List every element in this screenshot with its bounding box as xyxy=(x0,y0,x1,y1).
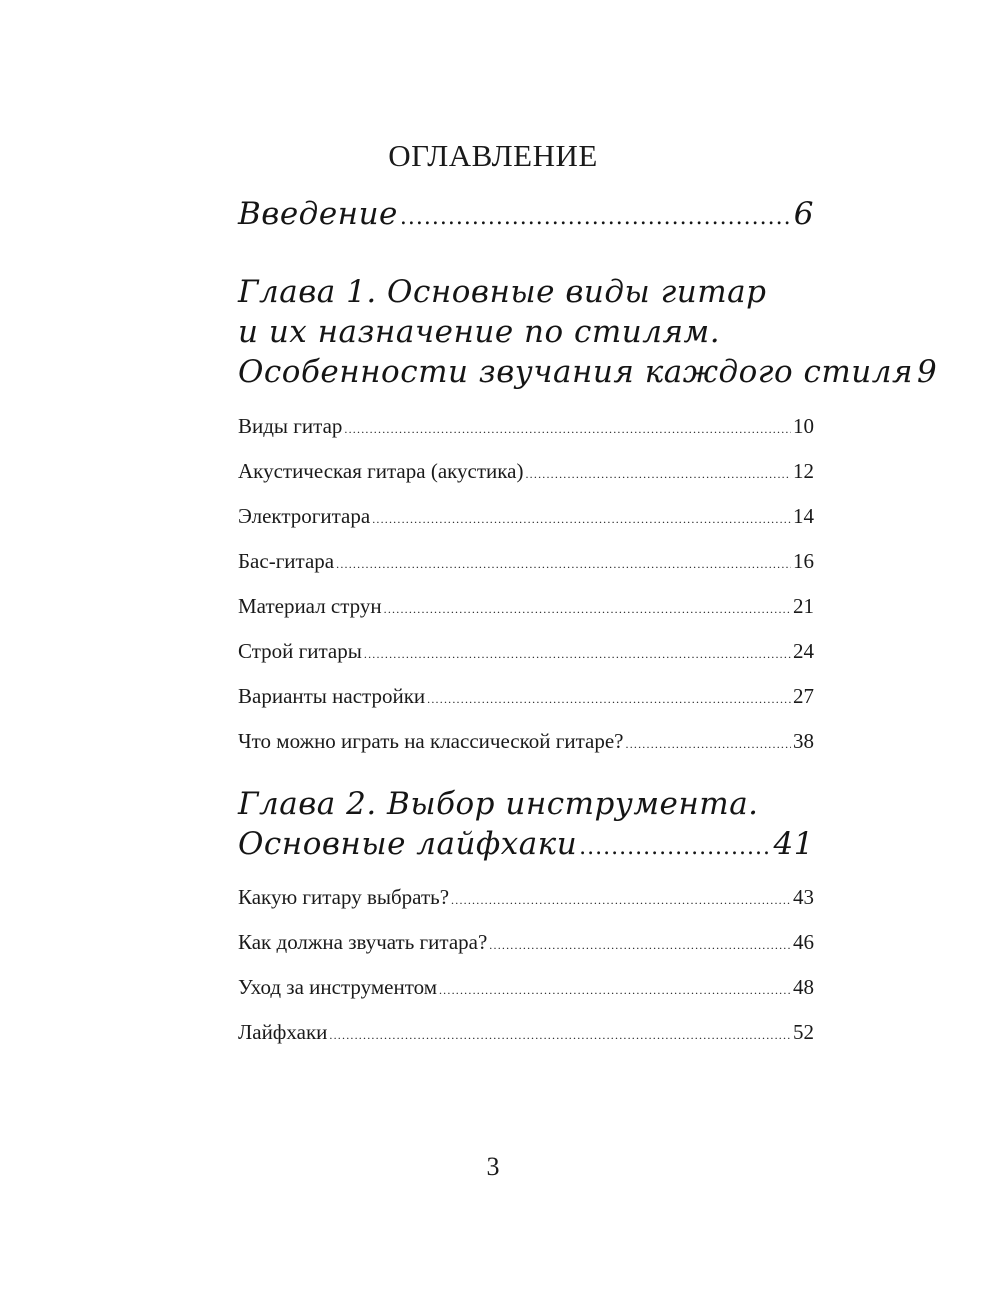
toc-entry-page: 10 xyxy=(793,414,814,438)
toc-entry-label: Лайфхаки xyxy=(238,1020,328,1044)
toc-chapter-1-line-1[interactable]: Глава 1. Основные виды гитар xyxy=(238,274,767,310)
toc-chapter-1-line-3[interactable] xyxy=(238,354,938,390)
toc-entry-page: 16 xyxy=(793,549,814,573)
toc-entry-page: 52 xyxy=(793,1020,814,1044)
toc-section-1-6[interactable] xyxy=(238,639,814,664)
toc-section-1-5[interactable] xyxy=(238,594,814,619)
dot-leader xyxy=(427,692,791,707)
toc-entry-introduction[interactable] xyxy=(238,196,814,232)
toc-entry-label: Строй гитары xyxy=(238,639,362,663)
dot-leader xyxy=(364,647,791,662)
dot-leader xyxy=(579,835,771,860)
toc-entry-page: 6 xyxy=(793,196,814,232)
toc-entry-label: Бас-гитара xyxy=(238,549,335,573)
toc-chapter-2-line-2[interactable] xyxy=(238,826,814,862)
dot-leader xyxy=(439,983,791,998)
toc-entry-page: 12 xyxy=(793,459,814,483)
toc-entry-label: Материал струн xyxy=(238,594,382,618)
dot-leader xyxy=(626,737,792,752)
toc-section-1-1[interactable] xyxy=(238,414,814,439)
toc-section-1-8[interactable] xyxy=(238,729,814,754)
dot-leader xyxy=(400,205,792,230)
toc-entry-page: 14 xyxy=(793,504,814,528)
toc-section-1-2[interactable] xyxy=(238,459,814,484)
toc-chapter-2-line-1[interactable]: Глава 2. Выбор инструмента. xyxy=(238,786,759,822)
dot-leader xyxy=(329,1028,791,1043)
toc-entry-label: Виды гитар xyxy=(238,414,343,438)
toc-entry-page: 27 xyxy=(793,684,814,708)
toc-chapter-1-line-2[interactable]: и их назначение по стилям. xyxy=(238,314,721,350)
toc-entry-page: 46 xyxy=(793,930,814,954)
toc-entry-page: 21 xyxy=(793,594,814,618)
toc-entry-label: Основные лайфхаки xyxy=(238,826,578,862)
toc-entry-label: Электрогитара xyxy=(238,504,371,528)
toc-section-1-7[interactable] xyxy=(238,684,814,709)
toc-section-1-4[interactable] xyxy=(238,549,814,574)
dot-leader xyxy=(344,422,791,437)
toc-entry-page: 24 xyxy=(793,639,814,663)
toc-section-2-3[interactable] xyxy=(238,975,814,1000)
toc-entry-page: 41 xyxy=(773,826,814,862)
toc-entry-page: 43 xyxy=(793,885,814,909)
toc-entry-label: Введение xyxy=(238,196,398,232)
toc-entry-page: 9 xyxy=(916,354,938,390)
toc-entry-page: 38 xyxy=(793,729,814,753)
table-of-contents xyxy=(238,0,938,1100)
toc-section-2-1[interactable] xyxy=(238,885,814,910)
toc-section-1-3[interactable] xyxy=(238,504,814,529)
toc-entry-page: 48 xyxy=(793,975,814,999)
toc-entry-label: Что можно играть на классической гитаре? xyxy=(238,729,624,753)
toc-entry-label: Как должна звучать гитара? xyxy=(238,930,488,954)
page-number: 3 xyxy=(486,1152,500,1181)
toc-entry-label: Уход за инструментом xyxy=(238,975,437,999)
toc-entry-label: Какую гитару выбрать? xyxy=(238,885,450,909)
dot-leader xyxy=(489,938,791,953)
page-title: ОГЛАВЛЕНИЕ xyxy=(388,138,598,173)
toc-entry-label: Особенности звучания каждого стиля xyxy=(238,354,913,390)
dot-leader xyxy=(372,512,791,527)
dot-leader xyxy=(336,557,791,572)
toc-entry-label: Варианты настройки xyxy=(238,684,426,708)
dot-leader xyxy=(451,893,791,908)
dot-leader xyxy=(525,467,791,482)
toc-entry-label: Акустическая гитара (акустика) xyxy=(238,459,524,483)
dot-leader xyxy=(384,602,791,617)
toc-section-2-4[interactable] xyxy=(238,1020,814,1045)
toc-section-2-2[interactable] xyxy=(238,930,814,955)
